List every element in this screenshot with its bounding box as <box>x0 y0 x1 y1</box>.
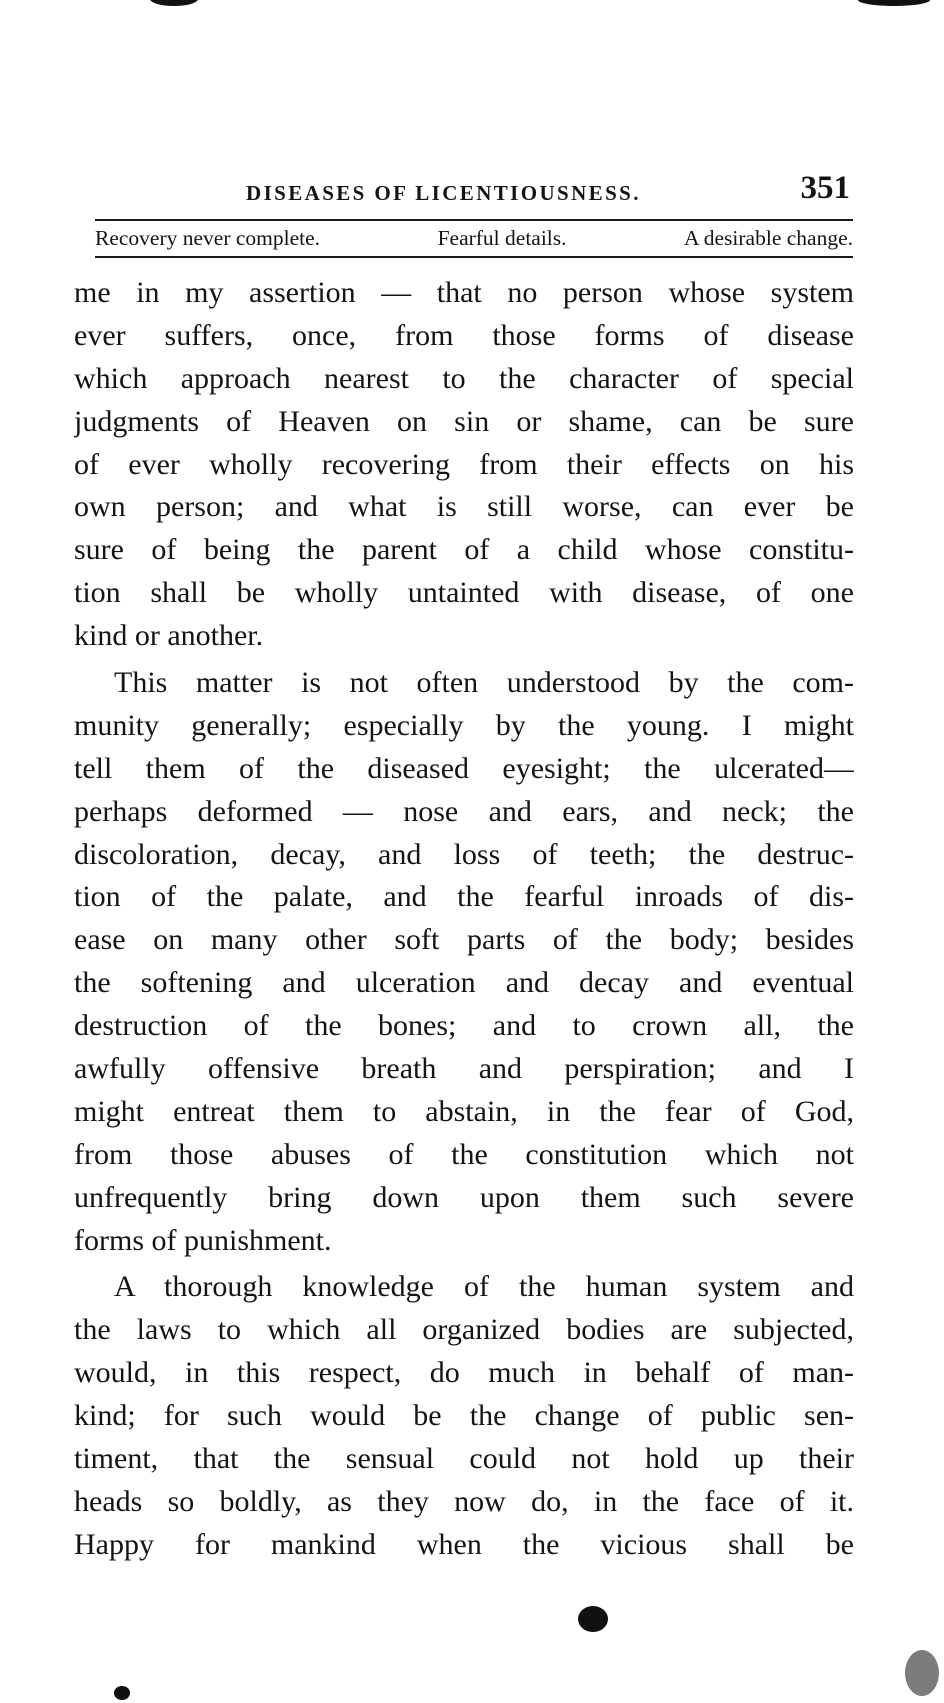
text-line: tell them of the diseased eyesight; the ulcerated— <box>74 751 854 785</box>
text-line: discoloration, decay, and loss of teeth; the destruc- <box>74 837 854 871</box>
text-line: perhaps deformed — nose and ears, and neck; the <box>74 794 854 828</box>
text-line: A thorough knowledge of the human system and <box>114 1270 854 1304</box>
text-line: of ever wholly recovering from their effects on his <box>74 447 854 481</box>
header-rule-top <box>95 219 853 221</box>
text-line: forms of punishment. <box>74 1223 332 1257</box>
text-line: kind or another. <box>74 619 264 653</box>
text-line: This matter is not often understood by the com- <box>114 666 854 700</box>
text-line: the laws to which all organized bodies are subjected, <box>74 1313 854 1347</box>
text-line: sure of being the parent of a child whose constitu- <box>74 533 854 567</box>
text-line: tion shall be wholly untainted with disease, of one <box>74 576 854 610</box>
text-line: would, in this respect, do much in behalf of man- <box>74 1356 854 1390</box>
text-line: which approach nearest to the character of special <box>74 361 854 395</box>
text-line: destruction of the bones; and to crown all, the <box>74 1009 854 1043</box>
page-number: 351 <box>800 170 850 206</box>
paragraph-1 <box>74 272 854 658</box>
text-line: ever suffers, once, from those forms of disease <box>74 318 854 352</box>
running-title: DISEASES OF LICENTIOUSNESS. <box>246 181 641 205</box>
body-text <box>74 272 854 1567</box>
text-line: tion of the palate, and the fearful inroads of dis- <box>74 880 854 914</box>
header-rule-bottom <box>95 256 853 258</box>
text-line: might entreat them to abstain, in the fear of God, <box>74 1094 854 1128</box>
text-line: ease on many other soft parts of the body; besides <box>74 923 854 957</box>
text-line: awfully offensive breath and perspiration; and I <box>74 1052 854 1086</box>
text-line: timent, that the sensual could not hold up their <box>74 1442 854 1476</box>
ink-blot-bottom-left <box>114 1686 130 1700</box>
summary-item: Fearful details. <box>437 225 567 250</box>
chapter-summary <box>95 222 853 254</box>
text-line: from those abuses of the constitution which not <box>74 1137 854 1171</box>
text-line: heads so boldly, as they now do, in the face of it. <box>74 1484 854 1518</box>
ink-blot-top-left <box>150 0 198 6</box>
ink-blot-bottom-center <box>578 1606 608 1632</box>
paragraph-2 <box>74 662 854 1262</box>
summary-item: A desirable change. <box>684 225 853 250</box>
page-header <box>96 170 852 214</box>
ink-blot-top-right <box>858 0 930 6</box>
ink-speckle-bottom-right <box>905 1650 939 1696</box>
text-line: the softening and ulceration and decay and eventual <box>74 966 854 1000</box>
text-line: munity generally; especially by the young. I might <box>74 708 854 742</box>
text-line: kind; for such would be the change of public sen- <box>74 1399 854 1433</box>
text-line: own person; and what is still worse, can ever be <box>74 490 854 524</box>
summary-item: Recovery never complete. <box>95 225 321 250</box>
text-line: me in my assertion — that no person whose system <box>74 276 854 309</box>
text-line: unfrequently bring down upon them such severe <box>74 1180 854 1214</box>
paragraph-3 <box>74 1266 854 1566</box>
text-line: judgments of Heaven on sin or shame, can be sure <box>74 404 854 438</box>
text-line: Happy for mankind when the vicious shall be <box>74 1527 854 1561</box>
